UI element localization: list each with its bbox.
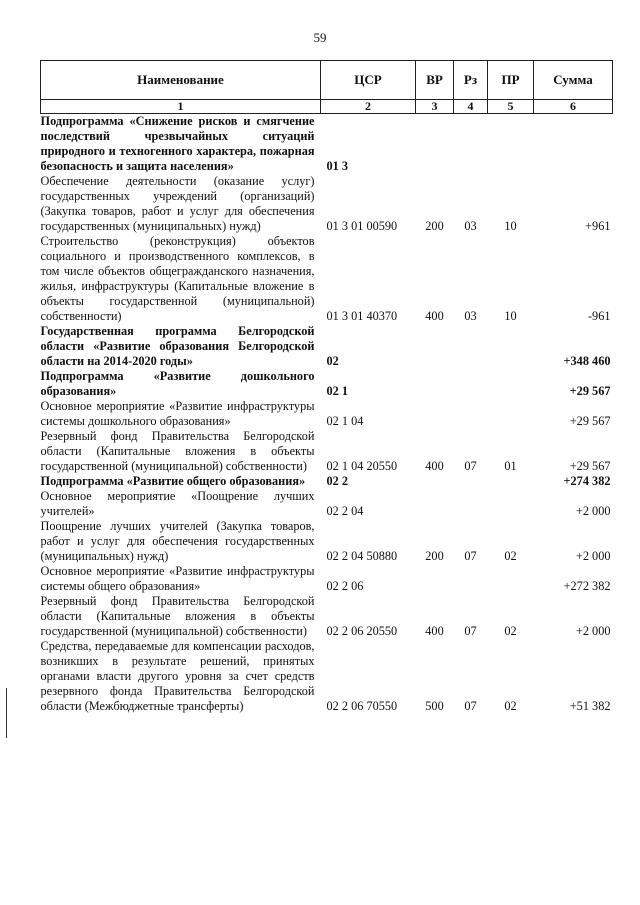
cell-sum: +2 000 xyxy=(575,624,611,638)
budget-table xyxy=(40,60,613,714)
cell-csr: 02 xyxy=(326,354,339,368)
cell-rz: 03 xyxy=(464,309,477,323)
cell-sum xyxy=(534,114,613,175)
page-number: 59 xyxy=(313,30,327,45)
cell-csr: 02 2 xyxy=(326,474,349,488)
cell-name: Средства, передаваемые для компенсации расходов, возникших в результате решений, принятых органами власти другого уровня за счет средств резервного фонда Правительства Белгородской области (Межбюджетные трансферты) xyxy=(40,639,315,713)
cell-pr xyxy=(488,399,534,429)
cell-vr xyxy=(416,324,454,369)
column-number: 5 xyxy=(488,100,534,114)
header-csr: ЦСР xyxy=(321,61,416,100)
cell-name: Основное мероприятие «Развитие инфраструктуры системы дошкольного образования» xyxy=(40,399,315,428)
cell-rz: 07 xyxy=(464,549,477,563)
cell-csr: 01 3 xyxy=(326,159,349,173)
cell-sum: -961 xyxy=(587,309,611,323)
table-row xyxy=(41,564,613,594)
cell-vr xyxy=(416,114,454,175)
cell-csr: 01 3 01 00590 xyxy=(326,219,398,233)
cell-rz xyxy=(454,114,488,175)
cell-sum: +274 382 xyxy=(563,474,611,488)
cell-pr xyxy=(488,324,534,369)
cell-sum: +961 xyxy=(585,219,611,233)
margin-mark xyxy=(6,688,7,738)
column-number-row xyxy=(41,100,613,114)
cell-pr: 01 xyxy=(504,459,517,473)
table-row xyxy=(41,594,613,639)
cell-name: Обеспечение деятельности (оказание услуг) государственных учреждений (организаций) (Закупка товаров, работ и услуг для обеспечения государственных (муниципальных) нужд) xyxy=(40,174,315,233)
table-row xyxy=(41,429,613,474)
cell-pr xyxy=(488,114,534,175)
cell-sum: +2 000 xyxy=(575,549,611,563)
cell-rz xyxy=(454,399,488,429)
table-row xyxy=(41,399,613,429)
cell-vr: 200 xyxy=(425,549,444,563)
cell-name: Подпрограмма «Развитие дошкольного образования» xyxy=(40,369,315,398)
table-row xyxy=(41,474,613,489)
cell-csr: 02 1 04 xyxy=(326,414,364,428)
cell-rz xyxy=(454,324,488,369)
table-row xyxy=(41,324,613,369)
cell-vr xyxy=(416,564,454,594)
cell-pr: 10 xyxy=(504,309,517,323)
column-number: 2 xyxy=(321,100,416,114)
cell-csr: 02 1 xyxy=(326,384,349,398)
cell-csr: 02 1 04 20550 xyxy=(326,459,398,473)
table-row xyxy=(41,174,613,234)
column-number: 1 xyxy=(41,100,321,114)
cell-rz xyxy=(454,369,488,399)
cell-sum: +348 460 xyxy=(563,354,611,368)
column-number: 4 xyxy=(454,100,488,114)
cell-rz: 07 xyxy=(464,459,477,473)
cell-sum: +2 000 xyxy=(575,504,611,518)
cell-pr: 10 xyxy=(504,219,517,233)
cell-vr xyxy=(416,399,454,429)
cell-name: Основное мероприятие «Поощрение лучших учителей» xyxy=(40,489,315,518)
cell-vr xyxy=(416,369,454,399)
table-row xyxy=(41,114,613,175)
header-rz: Рз xyxy=(454,61,488,100)
cell-vr: 500 xyxy=(425,699,444,713)
cell-name: Государственная программа Белгородской области «Развитие образования Белгородской области на 2014-2020 годы» xyxy=(40,324,315,368)
cell-sum: +29 567 xyxy=(569,459,611,473)
table-row xyxy=(41,489,613,519)
cell-csr: 02 2 06 20550 xyxy=(326,624,398,638)
header-name: Наименование xyxy=(41,61,321,100)
cell-rz xyxy=(454,474,488,489)
header-sum: Сумма xyxy=(534,61,613,100)
table-body xyxy=(41,114,613,715)
cell-name: Подпрограмма «Снижение рисков и смягчение последствий чрезвычайных ситуаций природного и техногенного характера, пожарная безопасность и защита населения» xyxy=(40,114,315,173)
cell-vr: 200 xyxy=(425,219,444,233)
table-row xyxy=(41,234,613,324)
cell-rz: 07 xyxy=(464,699,477,713)
cell-name: Подпрограмма «Развитие общего образования» xyxy=(40,474,306,488)
cell-name: Поощрение лучших учителей (Закупка товаров, работ и услуг для обеспечения государственных (муниципальных) нужд) xyxy=(40,519,315,563)
cell-csr: 02 2 04 xyxy=(326,504,364,518)
cell-rz: 03 xyxy=(464,219,477,233)
cell-sum: +29 567 xyxy=(569,384,611,398)
table-row xyxy=(41,519,613,564)
cell-pr: 02 xyxy=(504,549,517,563)
cell-pr xyxy=(488,564,534,594)
table-row xyxy=(41,369,613,399)
cell-csr: 01 3 01 40370 xyxy=(326,309,398,323)
cell-vr: 400 xyxy=(425,309,444,323)
table-row xyxy=(41,639,613,714)
cell-pr xyxy=(488,369,534,399)
cell-rz: 07 xyxy=(464,624,477,638)
cell-pr: 02 xyxy=(504,699,517,713)
cell-rz xyxy=(454,489,488,519)
header-vr: ВР xyxy=(416,61,454,100)
cell-sum: +51 382 xyxy=(569,699,611,713)
cell-vr xyxy=(416,489,454,519)
cell-pr: 02 xyxy=(504,624,517,638)
cell-csr: 02 2 04 50880 xyxy=(326,549,398,563)
column-number: 6 xyxy=(534,100,613,114)
cell-vr: 400 xyxy=(425,459,444,473)
header-pr: ПР xyxy=(488,61,534,100)
cell-name: Резервный фонд Правительства Белгородской области (Капитальные вложения в объекты государственной (муниципальной) собственности) xyxy=(40,594,315,638)
cell-sum: +272 382 xyxy=(563,579,611,593)
cell-csr: 02 2 06 xyxy=(326,579,364,593)
column-number: 3 xyxy=(416,100,454,114)
cell-rz xyxy=(454,564,488,594)
cell-name: Основное мероприятие «Развитие инфраструктуры системы общего образования» xyxy=(40,564,315,593)
cell-pr xyxy=(488,489,534,519)
cell-pr xyxy=(488,474,534,489)
cell-vr xyxy=(416,474,454,489)
cell-name: Резервный фонд Правительства Белгородской области (Капитальные вложения в объекты государственной (муниципальной) собственности) xyxy=(40,429,315,473)
cell-vr: 400 xyxy=(425,624,444,638)
cell-name: Строительство (реконструкция) объектов социального и производственного комплексов, в том числе объектов общегражданского назначения, жилья, инфраструктуры (Капитальные вложение в объекты государственной (муниципальной) собственности) xyxy=(40,234,315,323)
header-row xyxy=(41,61,613,100)
cell-csr: 02 2 06 70550 xyxy=(326,699,398,713)
cell-sum: +29 567 xyxy=(569,414,611,428)
